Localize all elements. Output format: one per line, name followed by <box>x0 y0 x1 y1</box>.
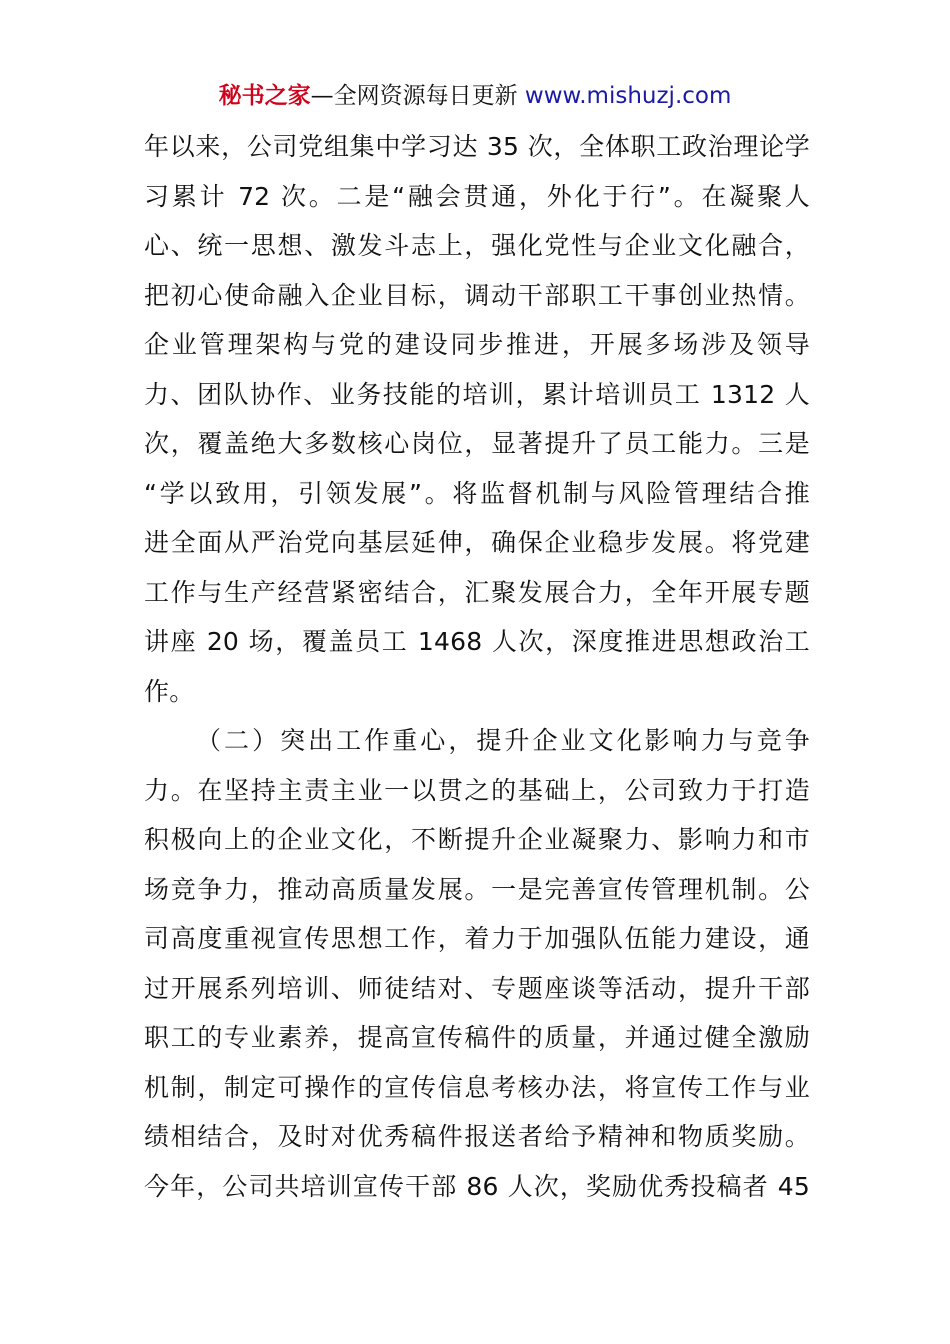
text-line: 今年，公司共培训宣传干部 86 人次，奖励优秀投稿者 45 <box>144 1171 810 1201</box>
text-line: 习累计 72 次。二是“融会贯通，外化于行”。在凝聚人 <box>144 181 810 211</box>
text-line: 心、统一思想、激发斗志上，强化党性与企业文化融合， <box>144 231 810 260</box>
text-line: 讲座 20 场，覆盖员工 1468 人次，深度推进思想政治工 <box>144 627 810 656</box>
text-line: 力、团队协作、业务技能的培训，累计培训员工 1312 人 <box>144 379 810 409</box>
text-line: 力。在坚持主责主业一以贯之的基础上，公司致力于打造 <box>144 775 810 805</box>
text-line: 绩相结合，及时对优秀稿件报送者给予精神和物质奖励。 <box>144 1122 810 1151</box>
text-line: 作。 <box>144 676 195 706</box>
text-line: 司高度重视宣传思想工作，着力于加强队伍能力建设，通 <box>144 924 810 953</box>
text-line: 场竞争力，推动高质量发展。一是完善宣传管理机制。公 <box>144 874 810 904</box>
text-line: 工作与生产经营紧密结合，汇聚发展合力，全年开展专题 <box>144 577 810 607</box>
text-line: 机制，制定可操作的宣传信息考核办法，将宣传工作与业 <box>144 1072 810 1102</box>
text-line: “学以致用，引领发展”。将监督机制与风险管理结合推 <box>144 478 810 508</box>
text-line: 把初心使命融入企业目标，调动干部职工干事创业热情。 <box>144 280 810 310</box>
text-line: 年以来，公司党组集中学习达 35 次，全体职工政治理论学 <box>144 132 810 161</box>
section-heading-line: （二）突出工作重心，提升企业文化影响力与竞争 <box>196 726 810 755</box>
site-header <box>0 80 950 112</box>
site-brand: 秘书之家 <box>218 83 311 109</box>
text-line: 企业管理架构与党的建设同步推进，开展多场涉及领导 <box>144 330 810 359</box>
text-line: 次，覆盖绝大多数核心岗位，显著提升了员工能力。三是 <box>144 429 810 458</box>
text-line: 进全面从严治党向基层延伸，确保企业稳步发展。将党建 <box>144 528 810 557</box>
document-body <box>144 122 810 1211</box>
site-url[interactable]: www.mishuzj.com <box>524 83 732 109</box>
text-line: 职工的专业素养，提高宣传稿件的质量，并通过健全激励 <box>144 1023 810 1052</box>
text-line: 过开展系列培训、师徒结对、专题座谈等活动，提升干部 <box>144 973 810 1003</box>
text-line: 积极向上的企业文化，不断提升企业凝聚力、影响力和市 <box>144 825 810 854</box>
site-tagline: —全网资源每日更新 <box>310 83 525 109</box>
